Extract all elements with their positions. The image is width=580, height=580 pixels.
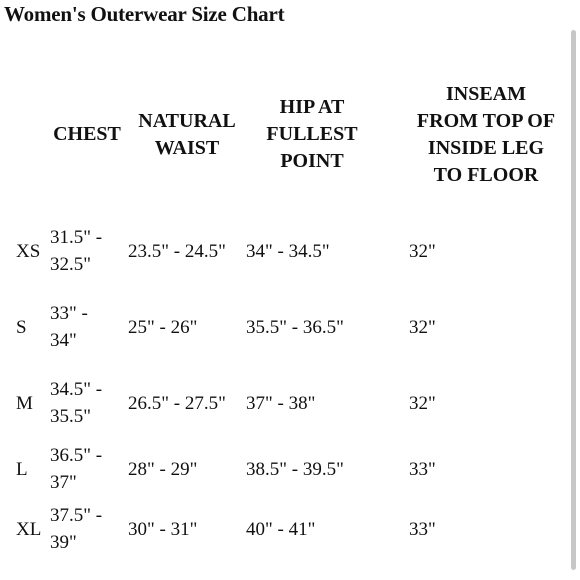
hip-value: 35.5" - 36.5" bbox=[246, 317, 344, 338]
inseam-value: 33" bbox=[409, 459, 436, 480]
chest-value: 33" - 34" bbox=[50, 303, 88, 351]
size-label: XL bbox=[16, 519, 42, 540]
page-title: Women's Outerwear Size Chart bbox=[4, 2, 285, 26]
size-label: S bbox=[16, 317, 27, 338]
header-chest: CHEST bbox=[53, 123, 121, 145]
size-label: M bbox=[16, 393, 33, 414]
header-hip-at-fullest-point: HIP AT FULLEST POINT bbox=[266, 96, 358, 172]
hip-value: 40" - 41" bbox=[246, 519, 316, 540]
hip-value: 37" - 38" bbox=[246, 393, 316, 414]
waist-value: 28" - 29" bbox=[128, 459, 198, 480]
chest-value: 36.5" - 37" bbox=[50, 445, 103, 493]
inseam-value: 32" bbox=[409, 241, 436, 262]
size-label: L bbox=[16, 459, 28, 480]
waist-value: 26.5" - 27.5" bbox=[128, 393, 226, 414]
inseam-value: 33" bbox=[409, 519, 436, 540]
chest-value: 37.5" - 39" bbox=[50, 505, 103, 553]
inseam-value: 32" bbox=[409, 393, 436, 414]
waist-value: 23.5" - 24.5" bbox=[128, 241, 226, 262]
header-natural-waist: NATURAL WAIST bbox=[138, 110, 236, 159]
scrollbar[interactable] bbox=[571, 30, 576, 570]
header-inseam: INSEAM FROM TOP OF INSIDE LEG TO FLOOR bbox=[416, 83, 556, 186]
waist-value: 25" - 26" bbox=[128, 317, 198, 338]
hip-value: 34" - 34.5" bbox=[246, 241, 330, 262]
chest-value: 34.5" - 35.5" bbox=[50, 379, 103, 427]
hip-value: 38.5" - 39.5" bbox=[246, 459, 344, 480]
waist-value: 30" - 31" bbox=[128, 519, 198, 540]
inseam-value: 32" bbox=[409, 317, 436, 338]
size-label: XS bbox=[16, 241, 41, 262]
chest-value: 31.5" - 32.5" bbox=[50, 227, 103, 275]
